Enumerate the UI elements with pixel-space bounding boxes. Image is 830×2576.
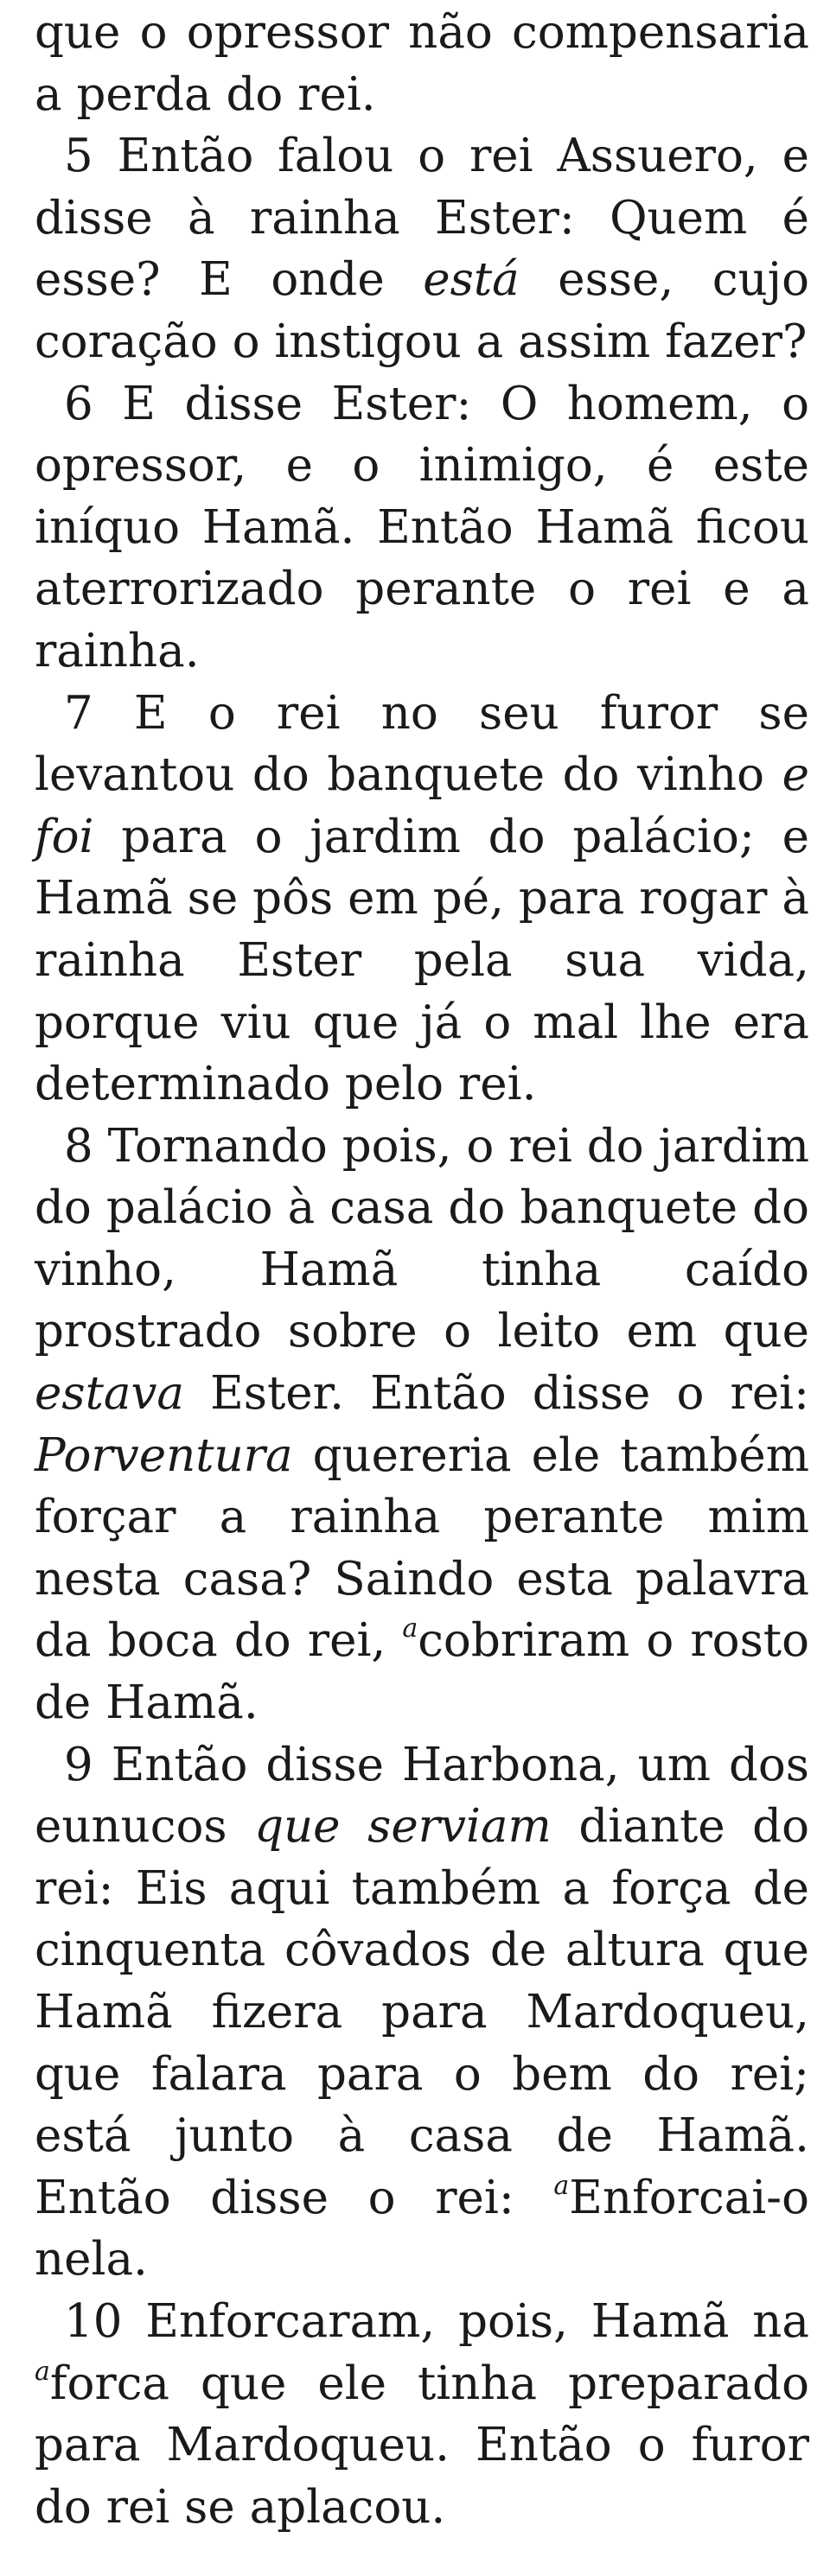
verse-text: forca que ele tinha preparado para Mardoqueu. Então o furor do rei se aplacou. — [35, 2357, 809, 2534]
verse-text: Tornando pois, o rei do jardim do palácio à casa do banquete do vinho, Hamã tinha caído prostrado sobre o leito em que — [35, 1119, 809, 1358]
italic-word: está — [423, 253, 520, 307]
italic-word: que serviam — [254, 1800, 552, 1854]
italic-word: Porventura — [35, 1428, 293, 1482]
verse-10 — [35, 2291, 809, 2538]
verse-text: Então falou o rei Assuero, e disse à rainha Ester: Quem é esse? E onde — [35, 130, 809, 307]
verse-7 — [35, 683, 809, 1116]
verse-6 — [35, 373, 809, 683]
verse-8 — [35, 1116, 809, 1734]
verse-number: 8 — [64, 1119, 93, 1173]
footnote-marker[interactable]: a — [553, 2170, 570, 2201]
verse-text: quereria ele também forçar a rainha perante mim nesta casa? Saindo esta palavra da boca do rei, — [35, 1428, 809, 1668]
verse-number: 9 — [64, 1738, 93, 1791]
verse-5 — [35, 125, 809, 372]
footnote-marker[interactable]: a — [35, 2356, 50, 2387]
verse-text: Enforcaram, pois, Hamã na — [122, 2294, 809, 2348]
verse-number: 7 — [64, 686, 93, 740]
verse-continuation — [35, 2, 809, 125]
verse-9 — [35, 1734, 809, 2291]
italic-word: e foi — [35, 748, 809, 863]
verse-text: para o jardim do palácio; e Hamã se pôs em pé, para rogar à rainha Ester pela sua vida, porque viu que já o mal lhe era determinado pelo rei. — [35, 810, 809, 1111]
verse-text: E o rei no seu furor se levantou do banquete do vinho — [35, 686, 809, 802]
verse-text: que o opressor não compensaria a perda do rei. — [35, 6, 809, 121]
verse-number: 5 — [64, 130, 93, 183]
verse-number: 10 — [64, 2294, 123, 2348]
verse-text: Ester. Então disse o rei: — [184, 1367, 809, 1421]
footnote-marker[interactable]: a — [402, 1613, 418, 1644]
verse-text: Então disse Harbona, um dos eunucos — [35, 1738, 809, 1854]
italic-word: estava — [35, 1367, 185, 1421]
verse-text: esse, cujo coração o instigou a assim fazer? — [35, 253, 809, 368]
verse-text: diante do rei: Eis aqui também a força de cinquenta côvados de altura que Hamã fizera para Mardoqueu, que falara para o bem do rei; está junto à casa de Hamã. Então disse o rei: — [35, 1800, 809, 2224]
verse-number: 6 — [64, 377, 93, 430]
verse-text: cobriram o rosto de Hamã. — [35, 1614, 809, 1730]
verse-text: E disse Ester: O homem, o opressor, e o inimigo, é este iníquo Hamã. Então Hamã ficou aterrorizado perante o rei e a rainha. — [35, 377, 809, 677]
scripture-page — [35, 2, 809, 2538]
verse-text: Enforcai-o nela. — [35, 2171, 809, 2287]
